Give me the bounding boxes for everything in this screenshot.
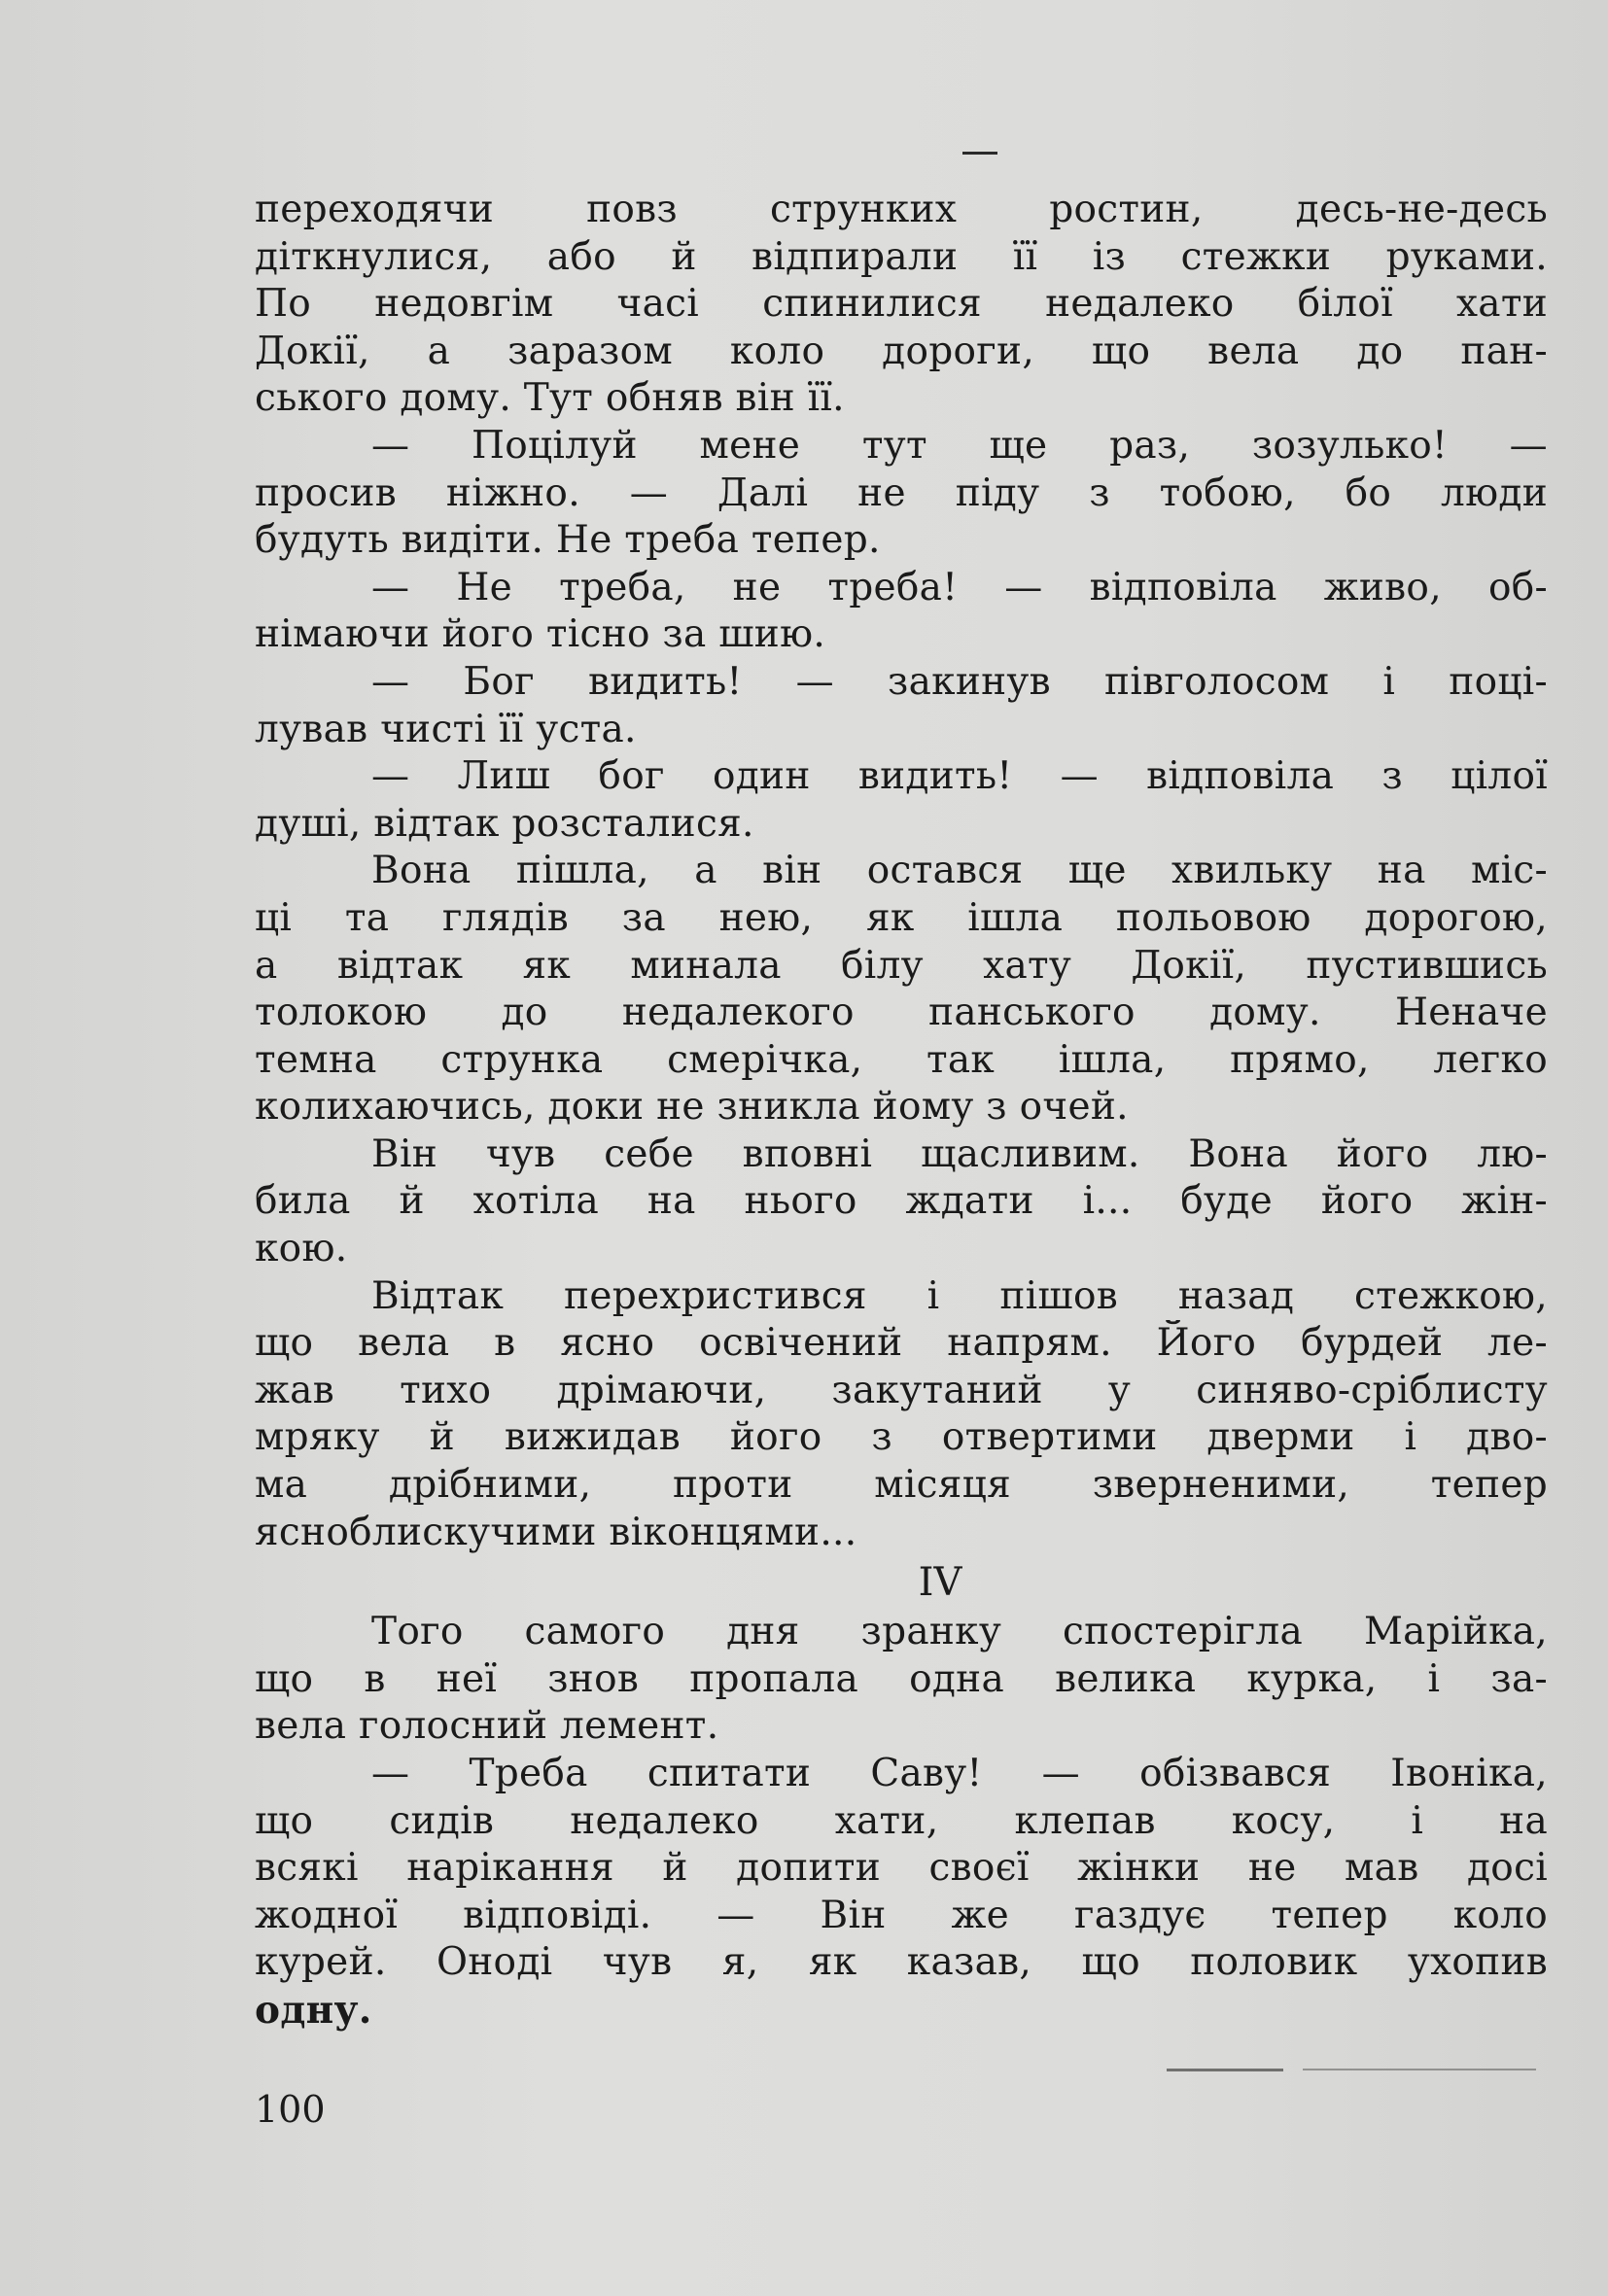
text-line: вела голосний лемент. <box>255 1704 719 1749</box>
text-line: лував чисті її уста. <box>255 707 637 751</box>
text-line: — Лиш бог один видить! — відповіла з цілої <box>371 754 1548 799</box>
text-line: ма дрібними, проти місяця зверненими, тепер <box>255 1463 1548 1508</box>
text-line: Відтак перехристився і пішов назад стежкою, <box>371 1273 1548 1318</box>
text-line: переходячи повз струнких ростин, десь-не-десь <box>255 188 1548 231</box>
text-line: Він чув себе вповні щасливим. Вона його лю- <box>371 1131 1548 1176</box>
bottom-ink-mark-2 <box>1303 2069 1536 2070</box>
text-line: Вона пішла, а він остався ще хвильку на міс- <box>371 849 1548 893</box>
text-line: колихаючись, доки не зникла йому з очей. <box>255 1085 1129 1130</box>
text-line: жав тихо дрімаючи, закутаний у синяво-сріблисту <box>255 1368 1548 1412</box>
text-line: По недовгім часі спинилися недалеко білої хати <box>255 282 1548 327</box>
text-line: била й хотіла на нього ждати і... буде його жін- <box>255 1179 1548 1224</box>
text-line: душі, відтак розсталися. <box>255 801 754 846</box>
text-line: ясноблискучими віконцями... <box>255 1510 857 1554</box>
text-line: — Не треба, не треба! — відповіла живо, об- <box>371 565 1548 609</box>
text-line: німаючи його тісно за шию. <box>255 612 826 657</box>
text-line: толокою до недалекого панського дому. Неначе <box>255 991 1548 1035</box>
chapter-heading: IV <box>918 1560 962 1606</box>
text-line: всякі нарікання й допити своєї жінки не мав досі <box>255 1846 1548 1891</box>
text-line: просив ніжно. — Далі не піду з тобою, бо люди <box>255 470 1548 515</box>
text-line: жодної відповіді. — Він же газдує тепер коло <box>255 1893 1548 1937</box>
page-number: 100 <box>255 2088 326 2131</box>
text-line: ського дому. Тут обняв він її. <box>255 376 845 421</box>
text-line: — Треба спитати Саву! — обізвався Івоніка, <box>371 1752 1548 1795</box>
body-text <box>255 187 1548 2035</box>
text-line: Докії, а заразом коло дороги, що вела до пан- <box>255 329 1548 373</box>
text-line: курей. Оноді чув я, як казав, що половик ухопив <box>255 1940 1548 1985</box>
text-line: — Поцілуй мене тут ще раз, зозулько! — <box>371 423 1548 468</box>
text-line: кою. <box>255 1227 348 1271</box>
text-line: ці та глядів за нею, як ішла польовою дорогою, <box>255 895 1548 940</box>
top-ink-mark <box>962 152 997 155</box>
text-line: мряку й вижидав його з отвертими дверми і дво- <box>255 1415 1548 1460</box>
text-line: темна струнка смерічка, так ішла, прямо, легко <box>255 1037 1548 1082</box>
text-line: що сидів недалеко хати, клепав косу, і на <box>255 1798 1548 1843</box>
text-line: — Бог видить! — закинув півголосом і поці- <box>371 659 1548 704</box>
text-line: Того самого дня зранку спостерігла Марійка, <box>371 1610 1548 1654</box>
text-line: одну. <box>255 1987 372 2033</box>
bottom-ink-mark <box>1167 2069 1283 2071</box>
text-line: а відтак як минала білу хату Докії, пустившись <box>255 943 1548 988</box>
text-line: що вела в ясно освічений напрям. Його бурдей ле- <box>255 1321 1548 1366</box>
text-line: що в неї знов пропала одна велика курка, і за- <box>255 1656 1548 1701</box>
text-line: будуть видіти. Не треба тепер. <box>255 518 881 563</box>
text-line: діткнулися, або й відпирали її із стежки руками. <box>255 234 1548 279</box>
